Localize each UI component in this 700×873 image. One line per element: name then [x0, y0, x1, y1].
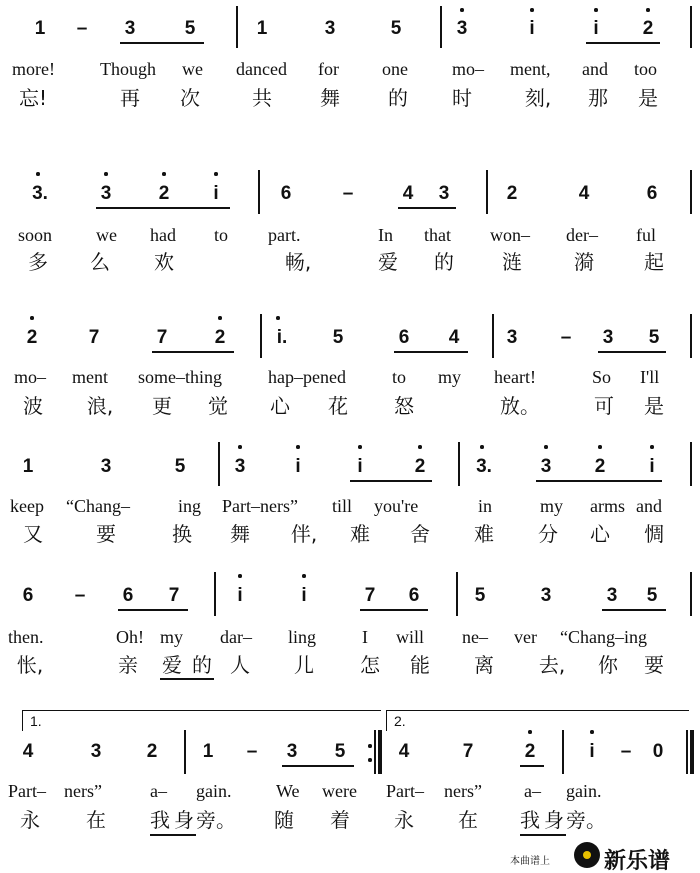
lyric-en: mo–	[14, 367, 47, 387]
lyric-en: were	[322, 781, 357, 801]
lyric-cn: 舞	[320, 86, 340, 110]
note: 7	[88, 327, 100, 348]
lyric-en: I	[362, 627, 368, 647]
lyric-cn: 惆	[644, 522, 664, 546]
lyric-cn: 觉	[208, 394, 228, 418]
beam-underline	[602, 609, 666, 611]
barline	[440, 6, 442, 48]
note: 1	[22, 456, 34, 477]
note: 3	[124, 18, 136, 39]
second-ending-bracket	[386, 710, 689, 731]
lyric-cn: 波	[23, 394, 43, 418]
note: 5	[646, 585, 658, 606]
lyric-en: and	[582, 59, 608, 79]
lyric-cn: 随	[274, 808, 294, 832]
lyric-en: dar–	[220, 627, 252, 647]
lyric-cn: 难	[350, 522, 370, 546]
lyric-en: till	[332, 496, 353, 516]
high-octave-dot	[480, 445, 484, 449]
high-octave-dot	[218, 316, 222, 320]
lyric-cn: 舍	[410, 522, 430, 546]
note: 5	[390, 18, 402, 39]
beam-underline	[350, 480, 432, 482]
lyric-cn: 心	[270, 394, 290, 418]
note: i	[295, 456, 301, 477]
lyric-en: ing	[178, 496, 202, 516]
barline	[236, 6, 238, 48]
note: 3	[438, 183, 450, 204]
lyric-en: we	[96, 225, 117, 245]
lyric-cn: 离	[474, 653, 494, 677]
high-octave-dot	[296, 445, 300, 449]
lyric-cn: 起	[644, 250, 664, 274]
barline	[456, 572, 458, 616]
lyric-en: Part–	[8, 781, 46, 801]
note: 3	[100, 183, 112, 204]
note: 3.	[476, 456, 492, 477]
lyric-en: Oh!	[116, 627, 144, 647]
lyric-cn: 怒	[394, 394, 414, 418]
barline	[690, 442, 692, 486]
lyric-cn: 旁。	[196, 808, 236, 832]
lyric-en: to	[214, 225, 229, 245]
lyric-underline	[150, 834, 196, 836]
lyric-cn: 么	[90, 250, 110, 274]
high-octave-dot	[36, 172, 40, 176]
lyric-en: gain.	[196, 781, 232, 801]
lyric-en: one	[382, 59, 408, 79]
high-octave-dot	[238, 445, 242, 449]
note: 1	[202, 741, 214, 762]
barline	[690, 314, 692, 358]
lyric-cn: 的	[192, 653, 212, 677]
beam-underline	[152, 351, 234, 353]
note: 4	[578, 183, 590, 204]
barline	[690, 170, 692, 214]
lyric-cn: 共	[252, 86, 272, 110]
note: 3.	[32, 183, 48, 204]
lyric-en: Part–	[386, 781, 424, 801]
lyric-en: I'll	[640, 367, 660, 387]
record-disc-icon	[574, 842, 600, 868]
lyric-en: Though	[100, 59, 156, 79]
lyric-cn: 要	[644, 653, 664, 677]
lyric-en: heart!	[494, 367, 536, 387]
lyric-en: a–	[524, 781, 541, 801]
lyric-cn: 你	[598, 653, 618, 677]
barline	[218, 442, 220, 486]
barline	[690, 572, 692, 616]
note: 5	[332, 327, 344, 348]
high-octave-dot	[30, 316, 34, 320]
lyric-underline	[160, 678, 214, 680]
note: –	[76, 18, 88, 39]
note: 2	[524, 741, 536, 762]
lyric-cn: 难	[474, 522, 494, 546]
high-octave-dot	[594, 8, 598, 12]
lyric-en: danced	[236, 59, 287, 79]
barline	[458, 442, 460, 486]
high-octave-dot	[590, 730, 594, 734]
lyric-cn: 我	[150, 808, 170, 832]
high-octave-dot	[162, 172, 166, 176]
lyric-cn: 更	[152, 394, 172, 418]
lyric-en: “Chang–	[66, 496, 130, 516]
barline	[562, 730, 564, 774]
lyric-en: that	[424, 225, 451, 245]
lyric-cn: 涟	[502, 250, 522, 274]
high-octave-dot	[238, 574, 242, 578]
lyric-en: ver	[514, 627, 537, 647]
footer-note: 本曲谱上	[510, 856, 550, 867]
note: 7	[364, 585, 376, 606]
lyric-en: ment	[72, 367, 108, 387]
repeat-dot	[368, 758, 372, 762]
lyric-cn: 又	[23, 522, 43, 546]
beam-underline	[360, 609, 428, 611]
note: 0	[652, 741, 664, 762]
note: 5	[474, 585, 486, 606]
note: i	[529, 18, 535, 39]
lyric-cn: 永	[20, 808, 40, 832]
note: 3	[602, 327, 614, 348]
note: 4	[398, 741, 410, 762]
lyric-cn: 舞	[230, 522, 250, 546]
high-octave-dot	[214, 172, 218, 176]
note: 4	[448, 327, 460, 348]
lyric-cn: 亲	[118, 653, 138, 677]
lyric-cn: 是	[638, 86, 658, 110]
note: 4	[22, 741, 34, 762]
lyric-cn: 我	[520, 808, 540, 832]
lyric-en: had	[150, 225, 176, 245]
note: i	[649, 456, 655, 477]
high-octave-dot	[276, 316, 280, 320]
note: –	[342, 183, 354, 204]
beam-underline	[398, 207, 456, 209]
note: 5	[174, 456, 186, 477]
note: 6	[646, 183, 658, 204]
note: 7	[462, 741, 474, 762]
lyric-cn: 是	[644, 394, 664, 418]
lyric-en: will	[396, 627, 425, 647]
lyric-cn: 的	[388, 86, 408, 110]
lyric-en: too	[634, 59, 658, 79]
lyric-cn: 时	[452, 86, 472, 110]
barline	[260, 314, 262, 358]
barline	[690, 6, 692, 48]
beam-underline	[282, 765, 354, 767]
lyric-en: mo–	[452, 59, 485, 79]
lyric-en: ling	[288, 627, 317, 647]
high-octave-dot	[528, 730, 532, 734]
lyric-cn: 分	[538, 522, 558, 546]
lyric-en: ners”	[64, 781, 102, 801]
barline	[486, 170, 488, 214]
lyric-cn: 伴,	[290, 522, 318, 546]
note: i.	[276, 327, 288, 348]
lyric-cn: 畅,	[284, 250, 312, 274]
lyric-en: So	[592, 367, 612, 387]
lyric-en: for	[318, 59, 339, 79]
lyric-en: We	[276, 781, 300, 801]
note: 3	[540, 456, 552, 477]
lyric-cn: 人	[230, 653, 250, 677]
lyric-cn: 旁。	[566, 808, 606, 832]
barline	[258, 170, 260, 214]
lyric-cn: 那	[588, 86, 608, 110]
lyric-en: ment,	[510, 59, 551, 79]
note: 3	[286, 741, 298, 762]
lyric-cn: 可	[594, 394, 614, 418]
beam-underline	[598, 351, 666, 353]
lyric-en: more!	[12, 59, 55, 79]
note: i	[301, 585, 307, 606]
note: 6	[280, 183, 292, 204]
note: 1	[256, 18, 268, 39]
note: 6	[408, 585, 420, 606]
note: –	[560, 327, 572, 348]
high-octave-dot	[530, 8, 534, 12]
lyric-cn: 去,	[538, 653, 566, 677]
lyric-en: and	[636, 496, 662, 516]
lyric-en: my	[540, 496, 564, 516]
beam-underline	[120, 42, 204, 44]
note: 2	[158, 183, 170, 204]
note: 5	[334, 741, 346, 762]
lyric-cn: 心	[590, 522, 610, 546]
lyric-cn: 着	[330, 808, 350, 832]
note: 3	[90, 741, 102, 762]
barline	[184, 730, 186, 774]
lyric-en: ners”	[444, 781, 482, 801]
note: i	[213, 183, 219, 204]
note: 3	[506, 327, 518, 348]
barline	[214, 572, 216, 616]
lyric-en: Part–ners”	[222, 496, 298, 516]
note: 2	[594, 456, 606, 477]
final-barline-thick	[690, 730, 694, 774]
second-ending-label: 2.	[394, 713, 406, 729]
lyric-en: won–	[490, 225, 530, 245]
lyric-cn: 身	[174, 808, 194, 832]
lyric-cn: 永	[394, 808, 414, 832]
lyric-cn: 爱	[162, 653, 182, 677]
note: i	[589, 741, 595, 762]
lyric-cn: 要	[96, 522, 116, 546]
note: 1	[34, 18, 46, 39]
note: 6	[398, 327, 410, 348]
lyric-cn: 次	[180, 86, 200, 110]
lyric-cn: 在	[86, 808, 106, 832]
beam-underline	[520, 765, 544, 767]
high-octave-dot	[646, 8, 650, 12]
lyric-cn: 再	[120, 86, 140, 110]
first-ending-label: 1.	[30, 713, 42, 729]
note: –	[246, 741, 258, 762]
lyric-cn: 多	[28, 250, 48, 274]
lyric-en: “Chang–ing	[560, 627, 647, 647]
note: 6	[22, 585, 34, 606]
beam-underline	[394, 351, 468, 353]
lyric-cn: 漪	[574, 250, 594, 274]
lyric-cn: 换	[172, 522, 192, 546]
note: 2	[642, 18, 654, 39]
note: 7	[168, 585, 180, 606]
note: 7	[156, 327, 168, 348]
lyric-en: In	[378, 225, 393, 245]
high-octave-dot	[598, 445, 602, 449]
high-octave-dot	[104, 172, 108, 176]
note: 2	[26, 327, 38, 348]
lyric-en: a–	[150, 781, 167, 801]
note: –	[74, 585, 86, 606]
lyric-cn: 花	[328, 394, 348, 418]
note: 2	[414, 456, 426, 477]
note: 3	[100, 456, 112, 477]
lyric-en: then.	[8, 627, 44, 647]
lyric-en: keep	[10, 496, 44, 516]
lyric-en: arms	[590, 496, 625, 516]
note: 2	[146, 741, 158, 762]
lyric-cn: 怅,	[16, 653, 44, 677]
note: 3	[456, 18, 468, 39]
high-octave-dot	[302, 574, 306, 578]
lyric-cn: 浪,	[86, 394, 114, 418]
note: 3	[234, 456, 246, 477]
note: i	[593, 18, 599, 39]
repeat-dot	[368, 744, 372, 748]
note: i	[237, 585, 243, 606]
lyric-cn: 刻,	[524, 86, 552, 110]
note: i	[357, 456, 363, 477]
lyric-en: my	[438, 367, 462, 387]
high-octave-dot	[418, 445, 422, 449]
note: 3	[606, 585, 618, 606]
lyric-en: to	[392, 367, 407, 387]
lyric-cn: 身	[544, 808, 564, 832]
lyric-en: part.	[268, 225, 301, 245]
lyric-en: ful	[636, 225, 656, 245]
lyric-cn: 在	[458, 808, 478, 832]
lyric-en: you're	[374, 496, 419, 516]
lyric-cn: 的	[434, 250, 454, 274]
lyric-cn: 怎	[360, 653, 380, 677]
note: –	[620, 741, 632, 762]
lyric-en: some–thing	[138, 367, 222, 387]
note: 2	[506, 183, 518, 204]
note: 3	[540, 585, 552, 606]
lyric-en: hap–pened	[268, 367, 346, 387]
final-barline-thin	[686, 730, 688, 774]
repeat-barline-thick	[378, 730, 382, 774]
high-octave-dot	[544, 445, 548, 449]
lyric-en: we	[182, 59, 203, 79]
note: 5	[184, 18, 196, 39]
beam-underline	[586, 42, 660, 44]
barline	[492, 314, 494, 358]
lyric-underline	[520, 834, 566, 836]
lyric-en: gain.	[566, 781, 602, 801]
note: 4	[402, 183, 414, 204]
first-ending-bracket	[22, 710, 381, 731]
lyric-cn: 能	[410, 653, 430, 677]
note: 5	[648, 327, 660, 348]
lyric-en: ne–	[462, 627, 488, 647]
lyric-cn: 放。	[500, 394, 540, 418]
beam-underline	[536, 480, 662, 482]
high-octave-dot	[460, 8, 464, 12]
note: 6	[122, 585, 134, 606]
lyric-en: my	[160, 627, 184, 647]
note: 2	[214, 327, 226, 348]
lyric-en: der–	[566, 225, 598, 245]
lyric-cn: 爱	[378, 250, 398, 274]
lyric-en: in	[478, 496, 493, 516]
note: 3	[324, 18, 336, 39]
beam-underline	[96, 207, 230, 209]
high-octave-dot	[650, 445, 654, 449]
lyric-cn: 欢	[154, 250, 174, 274]
lyric-cn: 忘!	[18, 86, 48, 110]
lyric-cn: 儿	[294, 653, 314, 677]
repeat-barline-thin	[374, 730, 376, 774]
lyric-en: soon	[18, 225, 53, 245]
beam-underline	[118, 609, 188, 611]
site-logo-text: 新乐谱	[604, 849, 671, 873]
high-octave-dot	[358, 445, 362, 449]
